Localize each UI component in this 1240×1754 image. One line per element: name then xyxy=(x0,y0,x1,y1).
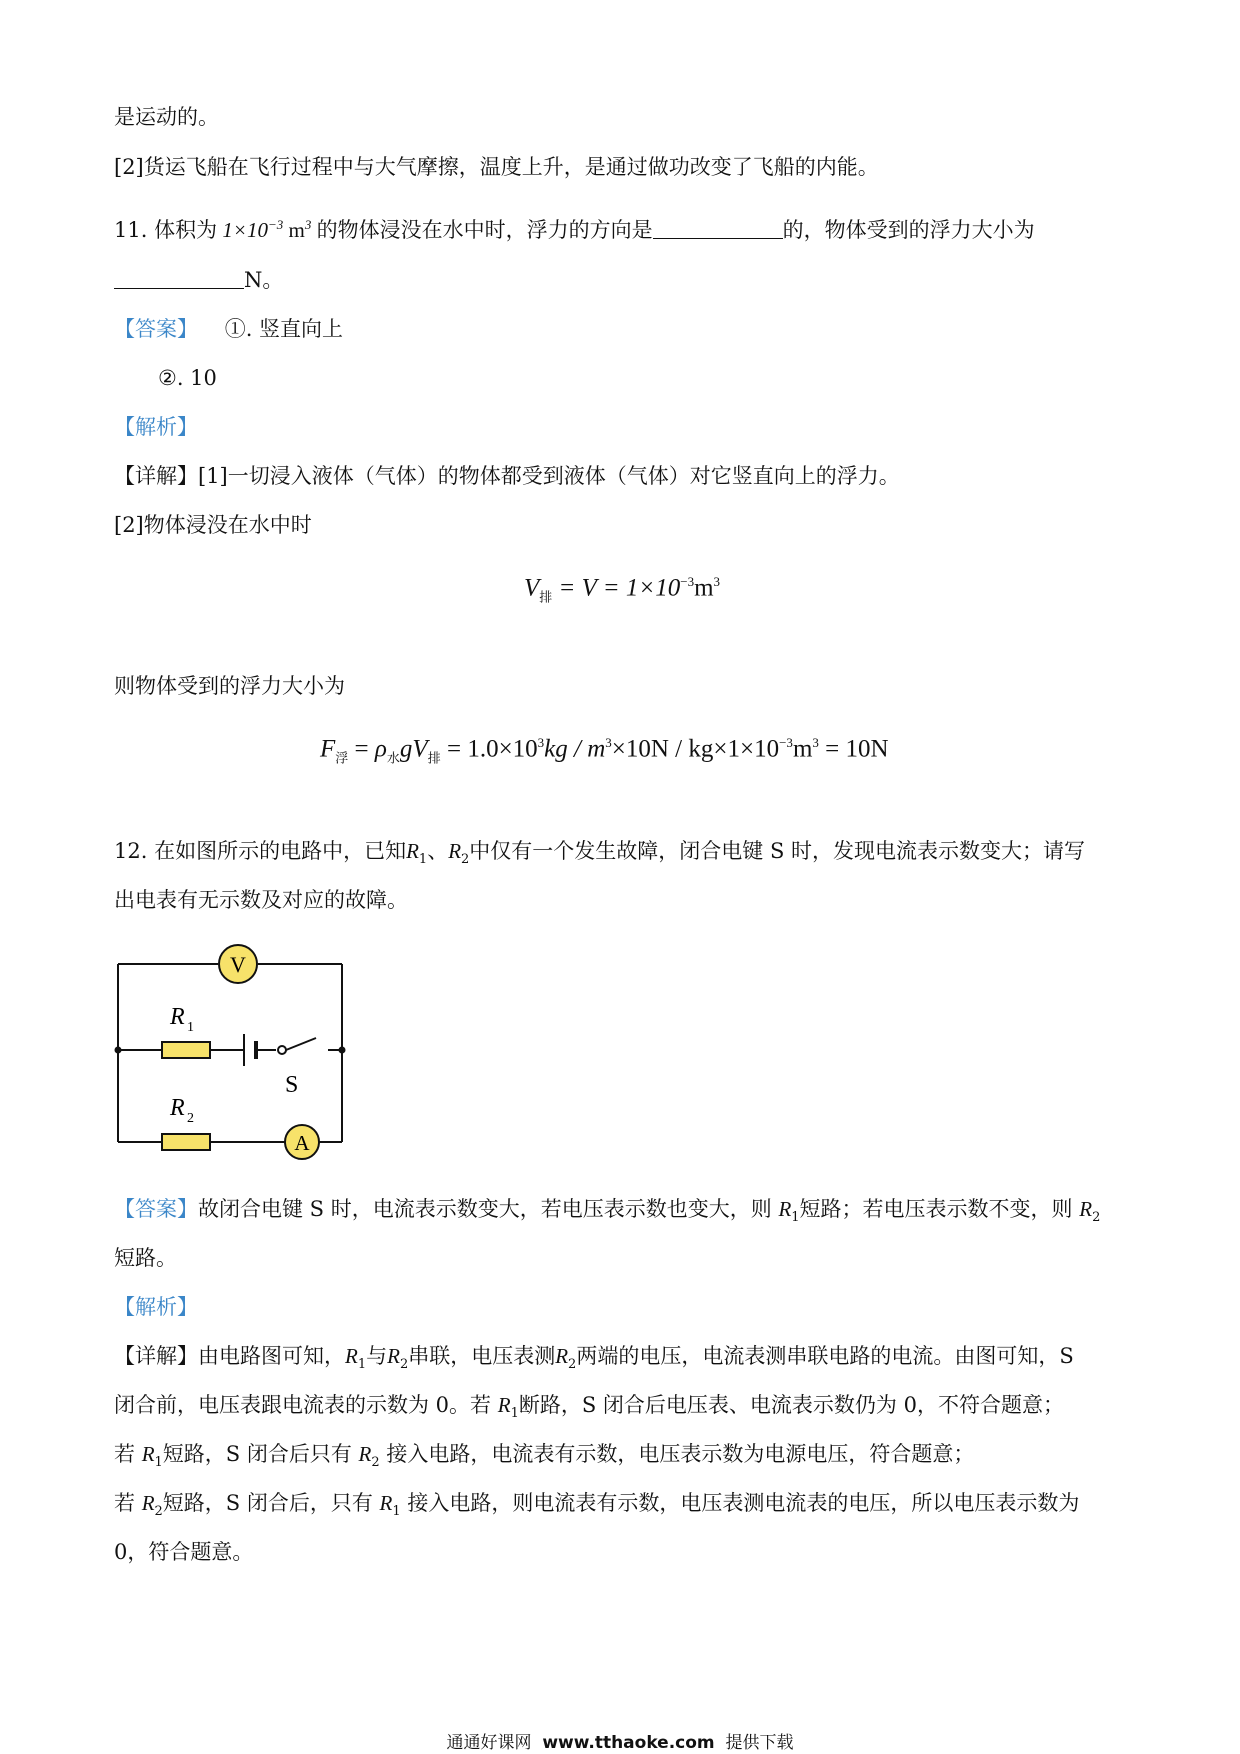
formula-buoyancy: $F_浮 = \rho_水gV_排 = 1.0\times 10^3kg / m^3\times 10N / kg\times 1\times 10^{-3}m^3 = 10N$ xyxy=(320,735,889,767)
detail-line: [2]物体浸没在水中时 xyxy=(114,513,312,537)
resistor-r2-icon xyxy=(162,1134,210,1150)
footer-site-name: 通通好课网 xyxy=(446,1733,532,1753)
voltmeter-label: V xyxy=(230,952,246,977)
answer-tag: 【答案】 xyxy=(114,317,198,341)
question-12-cont: 出电表有无示数及对应的故障。 xyxy=(114,888,408,912)
page-footer: 通通好课网 www.tthaoke.com 提供下载 xyxy=(446,1733,794,1753)
analysis-tag-line xyxy=(114,412,198,442)
detail-line: 闭合前，电压表跟电流表的示数为 0。若 $R_1$断路，S 闭合后电压表、电流表示数仍为 0，不符合题意； xyxy=(114,1393,1064,1422)
circuit-diagram xyxy=(110,938,360,1168)
detail-line: 【详解】由电路图可知，$R_1$与$R_2$串联，电压表测$R_2$两端的电压，电流表测串联电路的电流。由图可知，S xyxy=(114,1344,1074,1373)
answer-blank[interactable] xyxy=(653,216,783,239)
answer-line: 【答案】 ①. 竖直向上 xyxy=(114,317,344,341)
detail-line: 则物体受到的浮力大小为 xyxy=(114,674,345,698)
switch-label: S xyxy=(285,1072,299,1098)
answer-blank[interactable] xyxy=(114,266,244,289)
formula-volume: $V_排 = V = 1\times 10^{-3}m^3$ xyxy=(524,574,721,606)
answer-line-cont: 短路。 xyxy=(114,1246,177,1270)
r1-subscript: 1 xyxy=(187,1020,194,1035)
detail-line: 【详解】[1]一切浸入液体（气体）的物体都受到液体（气体）对它竖直向上的浮力。 xyxy=(114,464,900,488)
analysis-tag: 【解析】 xyxy=(114,415,198,439)
detail-line: 若 $R_2$短路，S 闭合后，只有 $R_1$ 接入电路，则电流表有示数，电压表测电流表的电压，所以电压表示数为 xyxy=(114,1491,1080,1520)
text-line: 是运动的。 xyxy=(114,105,219,129)
switch-icon xyxy=(278,1046,286,1054)
ammeter-label: A xyxy=(294,1131,310,1155)
question-12: 12. 在如图所示的电路中，已知$R_1$、$R_2$中仅有一个发生故障，闭合电键 S 时，发现电流表示数变大；请写 xyxy=(114,839,1086,868)
analysis-tag-line: 【解析】 xyxy=(114,1295,198,1319)
r1-label: R xyxy=(170,1004,185,1030)
detail-line: 若 $R_1$短路，S 闭合后只有 $R_2$ 接入电路，电流表有示数，电压表示数为电源电压，符合题意； xyxy=(114,1442,975,1471)
r2-subscript: 2 xyxy=(187,1111,194,1126)
answer-line-2: ②. 10 xyxy=(158,366,217,390)
text-line: [2]货运飞船在飞行过程中与大气摩擦，温度上升，是通过做功改变了飞船的内能。 xyxy=(114,155,879,179)
answer-line: 【答案】故闭合电键 S 时，电流表示数变大，若电压表示数也变大，则 $R_1$短路；若电压表示数不变，则 $R_2$ xyxy=(114,1197,1101,1226)
question-11-cont: N。 xyxy=(114,265,283,295)
detail-line: 0，符合题意。 xyxy=(114,1540,254,1564)
r2-label: R xyxy=(170,1095,185,1121)
footer-url[interactable]: www.tthaoke.com xyxy=(542,1733,715,1753)
question-11: 11. 体积为 $1\times 10^{-3}$ $m^3$ 的物体浸没在水中时，浮力的方向是 的，物体受到的浮力大小为 xyxy=(114,217,1035,242)
resistor-r1-icon xyxy=(162,1042,210,1058)
volume-value: $1\times 10^{-3}$ $m^3$ xyxy=(222,217,312,242)
